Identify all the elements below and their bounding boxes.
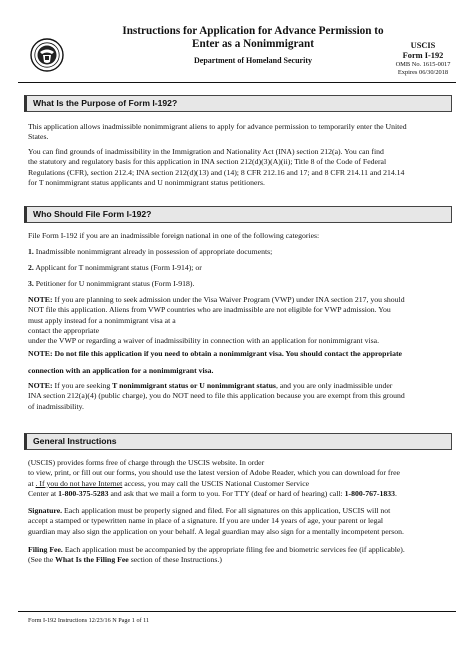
text-line: to view, print, or fill out our forms, you should use the latest version of Adobe Reader, which you can download for free bbox=[28, 468, 400, 478]
text-line: under the VWP or regarding a waiver of inadmissibility in connection with an application for nonimmigrant visa. bbox=[28, 336, 380, 346]
header-divider bbox=[18, 82, 456, 83]
list-number: 3. bbox=[28, 279, 34, 288]
text-line: accept a stamped or typewritten name in place of a signature. If you are under 14 years of age, your parent or legal bbox=[28, 516, 384, 526]
title-line-2: Enter as a Nonimmigrant bbox=[192, 38, 314, 50]
text-line bbox=[28, 506, 452, 516]
general-paragraph-signature bbox=[28, 506, 452, 537]
form-number: Form I-192 bbox=[402, 51, 444, 60]
expiration-date: Expires 06/30/2018 bbox=[397, 69, 449, 76]
text-span: at bbox=[28, 478, 36, 488]
list-text: Petitioner for U nonimmigrant status (Form I-918). bbox=[33, 279, 195, 288]
internet-access-link[interactable]: . If you do not have Internet bbox=[35, 478, 123, 488]
general-paragraph-filing-fee bbox=[28, 545, 452, 566]
list-item bbox=[28, 263, 452, 273]
paragraph-label: Signature. bbox=[28, 506, 63, 515]
tty-phone-number: 1-800-767-1833 bbox=[344, 488, 395, 498]
section-heading-purpose: What Is the Purpose of Form I-192? bbox=[24, 95, 452, 112]
text-span: (See the bbox=[28, 555, 56, 565]
text-line: INA section 212(a)(4) (public charge), you do NOT need to file this application because you are exempt from this ground bbox=[28, 391, 405, 401]
text-line: This application allows inadmissible nonimmigrant aliens to apply for advance permission to temporarily enter the United bbox=[28, 122, 407, 131]
text-span: Each application must be accompanied by the appropriate filing fee and biometric services fee (if applicable). bbox=[62, 545, 405, 554]
note-t-u-status bbox=[28, 381, 452, 412]
list-number: 2. bbox=[28, 263, 34, 272]
text-line: You can find grounds of inadmissibility in the Immigration and Nationality Act (INA) section 212(a). You can find bbox=[28, 147, 384, 156]
text-line bbox=[28, 479, 452, 489]
text-line bbox=[28, 545, 452, 555]
text-span: Center at bbox=[28, 488, 59, 498]
text-line: Regulations (CFR), section 212.4; INA section 212(d)(13) and (14); 8 CFR 212.16 and 17; and 8 CFR 214.11 and 214.14 bbox=[28, 167, 405, 177]
text-span: , and you are only inadmissible under bbox=[275, 381, 393, 390]
text-span: If you are planning to seek admission under the Visa Waiver Program (VWP) under INA section 217, you should bbox=[52, 295, 405, 304]
list-item bbox=[28, 247, 452, 257]
text-span-bold: T nonimmigrant status or U nonimmigrant status bbox=[112, 381, 276, 390]
note-vwp bbox=[28, 295, 452, 346]
text-line: the statutory and regulatory basis for this application in INA section 212(d)(3)(A)(ii); Title 8 of the Code of Federal bbox=[28, 157, 387, 167]
text-line: for T nonimmigrant status applicants and U nonimmigrant status petitioners. bbox=[28, 177, 265, 187]
title-line-1: Instructions for Application for Advance Permission to bbox=[122, 25, 384, 37]
purpose-paragraph-1 bbox=[28, 122, 452, 143]
text-line bbox=[28, 295, 452, 305]
text-line bbox=[28, 489, 452, 499]
text-span: section of these Instructions.) bbox=[128, 555, 222, 565]
list-text: Inadmissible nonimmigrant already in possession of appropriate documents; bbox=[33, 247, 273, 256]
list-number: 1. bbox=[28, 247, 34, 256]
text-span: . bbox=[394, 488, 397, 498]
note-label: NOTE: bbox=[28, 381, 53, 390]
agency-label: USCIS bbox=[410, 41, 436, 50]
note-visa-line-2: connection with an application for a nonimmigrant visa. bbox=[28, 366, 214, 375]
text-line: contact the appropriate bbox=[28, 325, 100, 335]
text-line bbox=[28, 381, 452, 391]
text-span-bold: What Is the Filing Fee bbox=[55, 555, 129, 565]
list-item bbox=[28, 279, 452, 289]
page-footer: Form I-192 Instructions 12/23/16 N Page 1 of 11 bbox=[28, 617, 150, 624]
text-span: Each application must be properly signed and filed. For all signatures on this application, USCIS will not bbox=[62, 506, 391, 515]
who-intro: File Form I-192 if you are an inadmissible foreign national in one of the following categories: bbox=[28, 231, 320, 240]
dhs-seal-icon bbox=[30, 38, 64, 72]
text-span: and ask that we mail a form to you. For TTY (deaf or hard of hearing) call: bbox=[108, 488, 345, 498]
ncsc-phone-number: 1-800-375-5283 bbox=[58, 488, 109, 498]
list-text: Applicant for T nonimmigrant status (Form I-914); or bbox=[33, 263, 202, 272]
department-name: Department of Homeland Security bbox=[194, 56, 312, 65]
section-heading-who-should-file: Who Should File Form I-192? bbox=[24, 206, 452, 223]
text-line: NOT file this application. Aliens from VWP countries who are inadmissible are not eligible for VWP admission. You bbox=[28, 305, 391, 315]
note-label: NOTE: bbox=[28, 295, 53, 304]
document-title bbox=[118, 25, 388, 51]
section-heading-general-instructions: General Instructions bbox=[24, 433, 452, 450]
purpose-paragraph-2 bbox=[28, 147, 452, 188]
text-line: of inadmissibility. bbox=[28, 401, 84, 411]
text-span: If you are seeking bbox=[52, 381, 113, 390]
omb-number: OMB No. 1615-0017 bbox=[395, 61, 451, 68]
note-visa-line-1: NOTE: Do not file this application if you need to obtain a nonimmigrant visa. You should contact the appropriate bbox=[28, 349, 402, 358]
paragraph-label: Filing Fee. bbox=[28, 545, 63, 554]
text-line: States. bbox=[28, 132, 49, 142]
text-line bbox=[28, 555, 452, 565]
text-line: (USCIS) provides forms free of charge through the USCIS website. In order bbox=[28, 458, 265, 467]
text-line: must apply instead for a nonimmigrant visa at a bbox=[28, 315, 176, 325]
form-id-block bbox=[388, 41, 458, 77]
footer-divider bbox=[18, 611, 456, 612]
text-line: guardian may also sign the application on your behalf. A legal guardian may also sign for a mentally incompetent person. bbox=[28, 526, 404, 536]
text-span: access, you may call the USCIS National Customer Service bbox=[122, 478, 310, 488]
general-paragraph-forms bbox=[28, 458, 452, 499]
